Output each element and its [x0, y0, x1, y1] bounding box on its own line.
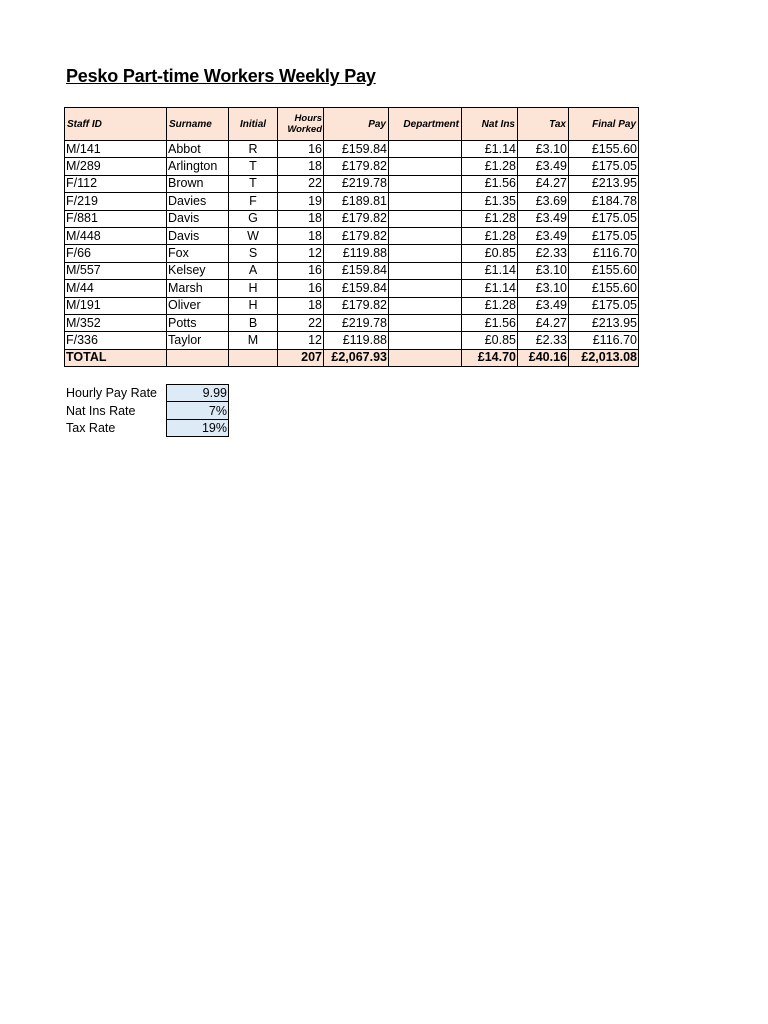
cell-tax[interactable]: £3.69 [518, 193, 569, 210]
cell-surname[interactable]: Fox [167, 245, 229, 262]
cell-surname[interactable]: Potts [167, 314, 229, 331]
cell-staff-id[interactable]: M/44 [65, 280, 167, 297]
col-header-hours-line2: Worked [287, 124, 322, 135]
tax-rate-cell[interactable]: 19% [167, 419, 229, 436]
cell-final-pay[interactable]: £175.05 [569, 227, 639, 244]
cell-staff-id[interactable]: F/336 [65, 332, 167, 349]
cell-final-pay[interactable]: £175.05 [569, 210, 639, 227]
cell-hours[interactable]: 18 [278, 210, 324, 227]
cell-tax[interactable]: £3.10 [518, 280, 569, 297]
cell-department[interactable] [389, 297, 462, 314]
cell-staff-id[interactable]: M/191 [65, 297, 167, 314]
cell-staff-id[interactable]: M/352 [65, 314, 167, 331]
col-header-final-pay[interactable]: Final Pay [569, 108, 639, 141]
cell-surname[interactable]: Marsh [167, 280, 229, 297]
cell-final-pay[interactable]: £116.70 [569, 332, 639, 349]
pay-table [64, 107, 639, 367]
cell-staff-id[interactable]: F/881 [65, 210, 167, 227]
cell-hours[interactable]: 16 [278, 262, 324, 279]
cell-pay[interactable]: £189.81 [324, 193, 389, 210]
table-row [65, 227, 639, 244]
rate-row-tax [66, 419, 229, 436]
cell-department[interactable] [389, 158, 462, 175]
cell-surname[interactable]: Davis [167, 227, 229, 244]
table-row [65, 193, 639, 210]
cell-nat-ins[interactable]: £1.14 [462, 262, 518, 279]
table-row [65, 210, 639, 227]
col-header-department[interactable]: Department [389, 108, 462, 141]
total-surname-cell[interactable] [167, 349, 229, 366]
col-header-tax[interactable]: Tax [518, 108, 569, 141]
hourly-pay-rate-label: Hourly Pay Rate [66, 386, 158, 401]
cell-hours[interactable]: 22 [278, 314, 324, 331]
table-row [65, 262, 639, 279]
cell-tax[interactable]: £3.49 [518, 210, 569, 227]
cell-surname[interactable]: Kelsey [167, 262, 229, 279]
cell-surname[interactable]: Davies [167, 193, 229, 210]
cell-pay[interactable]: £219.78 [324, 314, 389, 331]
cell-pay[interactable]: £159.84 [324, 141, 389, 158]
cell-hours[interactable]: 16 [278, 280, 324, 297]
hourly-pay-rate-cell[interactable]: 9.99 [167, 385, 229, 402]
cell-hours[interactable]: 16 [278, 141, 324, 158]
cell-initial[interactable]: S [229, 245, 278, 262]
table-row [65, 141, 639, 158]
total-row [65, 349, 639, 366]
cell-hours[interactable]: 18 [278, 227, 324, 244]
table-row [65, 332, 639, 349]
col-header-hours-worked[interactable] [278, 108, 324, 141]
cell-department[interactable] [389, 175, 462, 192]
cell-pay[interactable]: £159.84 [324, 262, 389, 279]
cell-tax[interactable]: £4.27 [518, 314, 569, 331]
col-header-initial[interactable]: Initial [229, 108, 278, 141]
cell-department[interactable] [389, 280, 462, 297]
cell-initial[interactable]: W [229, 227, 278, 244]
cell-department[interactable] [389, 245, 462, 262]
table-row [65, 297, 639, 314]
sheet-title: Pesko Part-time Workers Weekly Pay [66, 66, 376, 86]
cell-tax[interactable]: £3.49 [518, 227, 569, 244]
cell-initial[interactable]: A [229, 262, 278, 279]
cell-initial[interactable]: H [229, 297, 278, 314]
cell-department[interactable] [389, 193, 462, 210]
col-header-hours-line1: Hours [294, 113, 322, 124]
cell-initial[interactable]: F [229, 193, 278, 210]
cell-tax[interactable]: £3.49 [518, 158, 569, 175]
cell-nat-ins[interactable]: £1.35 [462, 193, 518, 210]
cell-final-pay[interactable]: £213.95 [569, 314, 639, 331]
cell-pay[interactable]: £119.88 [324, 332, 389, 349]
cell-staff-id[interactable]: M/141 [65, 141, 167, 158]
cell-tax[interactable]: £3.49 [518, 297, 569, 314]
table-row [65, 175, 639, 192]
cell-surname[interactable]: Brown [167, 175, 229, 192]
table-row [65, 280, 639, 297]
cell-department[interactable] [389, 141, 462, 158]
total-final-pay[interactable]: £2,013.08 [569, 349, 639, 366]
cell-nat-ins[interactable]: £1.28 [462, 227, 518, 244]
cell-initial[interactable]: G [229, 210, 278, 227]
header-row [65, 108, 639, 141]
cell-nat-ins[interactable]: £0.85 [462, 332, 518, 349]
cell-hours[interactable]: 12 [278, 332, 324, 349]
table-row [65, 245, 639, 262]
cell-pay[interactable]: £179.82 [324, 227, 389, 244]
cell-pay[interactable]: £179.82 [324, 297, 389, 314]
cell-department[interactable] [389, 227, 462, 244]
cell-department[interactable] [389, 262, 462, 279]
col-header-nat-ins[interactable]: Nat Ins [462, 108, 518, 141]
cell-surname[interactable]: Taylor [167, 332, 229, 349]
total-hours[interactable]: 207 [278, 349, 324, 366]
cell-pay[interactable]: £159.84 [324, 280, 389, 297]
cell-final-pay[interactable]: £116.70 [569, 245, 639, 262]
cell-department[interactable] [389, 210, 462, 227]
cell-hours[interactable]: 18 [278, 297, 324, 314]
cell-initial[interactable]: H [229, 280, 278, 297]
cell-final-pay[interactable]: £175.05 [569, 297, 639, 314]
col-header-pay[interactable]: Pay [324, 108, 389, 141]
cell-hours[interactable]: 19 [278, 193, 324, 210]
cell-nat-ins[interactable]: £1.56 [462, 175, 518, 192]
cell-nat-ins[interactable]: £1.14 [462, 141, 518, 158]
total-department-cell[interactable] [389, 349, 462, 366]
cell-initial[interactable]: R [229, 141, 278, 158]
cell-initial[interactable]: M [229, 332, 278, 349]
cell-final-pay[interactable]: £155.60 [569, 262, 639, 279]
cell-initial[interactable]: B [229, 314, 278, 331]
total-nat-ins[interactable]: £14.70 [462, 349, 518, 366]
cell-hours[interactable]: 18 [278, 158, 324, 175]
cell-surname[interactable]: Abbot [167, 141, 229, 158]
cell-staff-id[interactable]: M/289 [65, 158, 167, 175]
col-header-staff-id[interactable]: Staff ID [65, 108, 167, 141]
cell-pay[interactable]: £119.88 [324, 245, 389, 262]
cell-nat-ins[interactable]: £0.85 [462, 245, 518, 262]
table-row [65, 314, 639, 331]
cell-initial[interactable]: T [229, 175, 278, 192]
rates-table [66, 384, 229, 437]
cell-nat-ins[interactable]: £1.28 [462, 297, 518, 314]
cell-department[interactable] [389, 332, 462, 349]
cell-department[interactable] [389, 314, 462, 331]
cell-nat-ins[interactable]: £1.28 [462, 158, 518, 175]
cell-surname[interactable]: Arlington [167, 158, 229, 175]
total-initial-cell[interactable] [229, 349, 278, 366]
tax-rate-label: Tax Rate [66, 420, 116, 435]
nat-ins-rate-cell[interactable]: 7% [167, 402, 229, 419]
col-header-surname[interactable]: Surname [167, 108, 229, 141]
cell-hours[interactable]: 22 [278, 175, 324, 192]
cell-final-pay[interactable]: £175.05 [569, 158, 639, 175]
cell-tax[interactable]: £4.27 [518, 175, 569, 192]
total-tax[interactable]: £40.16 [518, 349, 569, 366]
cell-nat-ins[interactable]: £1.28 [462, 210, 518, 227]
cell-staff-id[interactable]: F/219 [65, 193, 167, 210]
cell-tax[interactable]: £2.33 [518, 245, 569, 262]
total-label[interactable]: TOTAL [65, 349, 167, 366]
cell-staff-id[interactable]: F/66 [65, 245, 167, 262]
nat-ins-rate-label: Nat Ins Rate [66, 403, 136, 418]
table-row [65, 158, 639, 175]
cell-final-pay[interactable]: £213.95 [569, 175, 639, 192]
cell-pay[interactable]: £219.78 [324, 175, 389, 192]
cell-initial[interactable]: T [229, 158, 278, 175]
cell-tax[interactable]: £3.10 [518, 262, 569, 279]
cell-pay[interactable]: £179.82 [324, 158, 389, 175]
cell-final-pay[interactable]: £155.60 [569, 280, 639, 297]
cell-tax[interactable]: £3.10 [518, 141, 569, 158]
cell-nat-ins[interactable]: £1.56 [462, 314, 518, 331]
rate-row-nat-ins [66, 402, 229, 419]
rate-row-hourly [66, 385, 229, 402]
cell-staff-id[interactable]: F/112 [65, 175, 167, 192]
cell-surname[interactable]: Davis [167, 210, 229, 227]
cell-staff-id[interactable]: M/557 [65, 262, 167, 279]
cell-surname[interactable]: Oliver [167, 297, 229, 314]
cell-hours[interactable]: 12 [278, 245, 324, 262]
cell-final-pay[interactable]: £184.78 [569, 193, 639, 210]
cell-tax[interactable]: £2.33 [518, 332, 569, 349]
cell-nat-ins[interactable]: £1.14 [462, 280, 518, 297]
total-pay[interactable]: £2,067.93 [324, 349, 389, 366]
cell-final-pay[interactable]: £155.60 [569, 141, 639, 158]
cell-pay[interactable]: £179.82 [324, 210, 389, 227]
cell-staff-id[interactable]: M/448 [65, 227, 167, 244]
